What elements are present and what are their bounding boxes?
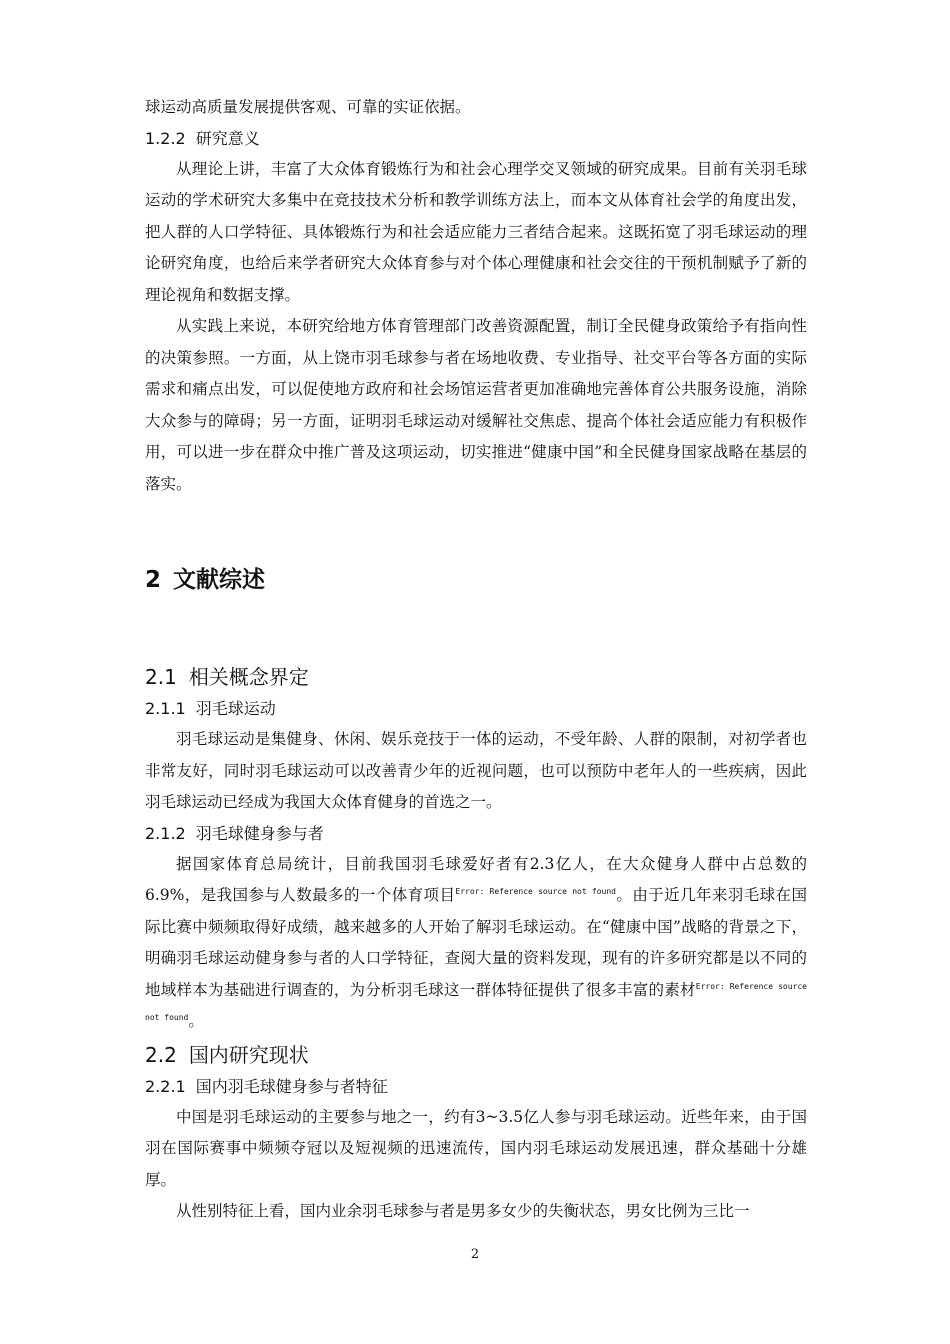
chapter-title: 文献综述 bbox=[173, 567, 266, 593]
heading-2-2 bbox=[145, 1038, 807, 1072]
heading-2-1-1 bbox=[145, 694, 807, 724]
chapter-number: 2 bbox=[145, 567, 162, 593]
heading-number: 2.1.1 bbox=[145, 699, 186, 718]
paragraph-continuation: 球运动高质量发展提供客观、可靠的实证依据。 bbox=[145, 98, 471, 116]
heading-1-2-2 bbox=[145, 124, 807, 154]
paragraph-gender: 从性别特征上看，国内业余羽毛球参与者是男多女少的失衡状态，男女比例为三比一 bbox=[176, 1202, 750, 1220]
heading-title: 国内羽毛球健身参与者特征 bbox=[195, 1076, 388, 1096]
heading-2-2-1 bbox=[145, 1072, 807, 1102]
heading-2-1 bbox=[145, 660, 807, 694]
paragraph-badminton-definition: 羽毛球运动是集健身、休闲、娱乐竞技于一体的运动，不受年龄、人群的限制，对初学者也非常友好，同时羽毛球运动可以改善青少年的近视问题，也可以预防中老年人的一些疾病，因此羽毛球运动已经成为我国大众体育健身的首选之一。 bbox=[145, 730, 807, 811]
heading-title: 研究意义 bbox=[195, 128, 260, 148]
paragraph-practice: 从实践上来说，本研究给地方体育管理部门改善资源配置，制订全民健身政策给予有指向性的决策参照。一方面，从上饶市羽毛球参与者在场地收费、专业指导、社交平台等各方面的实际需求和痛点出发，可以促使地方政府和社会场馆运营者更加准确地完善体育公共服务设施，消除大众参与的障碍；另一方面，证明羽毛球运动对缓解社交焦虑、提高个体社会适应能力有积极作用，可以进一步在群众中推广普及这项运动，切实推进“健康中国”和全民健身国家战略在基层的落实。 bbox=[145, 317, 807, 493]
heading-number: 2.1 bbox=[145, 665, 177, 689]
heading-title: 国内研究现状 bbox=[188, 1042, 309, 1067]
heading-2-1-2 bbox=[145, 819, 807, 849]
paragraph-text: 。由于近几年来羽毛球在国际比赛中频频取得好成绩，越来越多的人开始了解羽毛球运动。在“健康中国”战略的背景之下，明确羽毛球运动健身参与者的人口学特征，查阅大量的资料发现，现有的许多研究都是以不同的地域样本为基础进行调查的，为分析羽毛球这一群体特征提供了很多丰富的素材 bbox=[145, 886, 807, 999]
paragraph-text: 。 bbox=[188, 1012, 204, 1030]
heading-number: 2.1.2 bbox=[145, 823, 186, 843]
heading-title: 羽毛球健身参与者 bbox=[195, 823, 324, 843]
paragraph-text: 据国家体育总局统计，目前我国羽毛球爱好者有2.3亿人，在大众健身人群中占总数的6.9%，是我国参与人数最多的一个体育项目 bbox=[145, 854, 807, 904]
heading-number: 2.2.1 bbox=[145, 1076, 186, 1096]
paragraph-theory: 从理论上讲，丰富了大众体育锻炼行为和社会心理学交叉领域的研究成果。目前有关羽毛球运动的学术研究大多集中在竞技技术分析和教学训练方法上，而本文从体育社会学的角度出发，把人群的人口学特征、具体锻炼行为和社会适应能力三者结合起来。这既拓宽了羽毛球运动的理论研究角度，也给后来学者研究大众体育参与对个体心理健康和社会交往的干预机制赋予了新的理论视角和数据支撑。 bbox=[145, 159, 807, 304]
chapter-heading-2 bbox=[145, 560, 807, 600]
heading-title: 羽毛球运动 bbox=[195, 699, 276, 718]
heading-title: 相关概念界定 bbox=[188, 665, 309, 689]
paragraph-domestic-overview: 中国是羽毛球运动的主要参与地之一，约有3~3.5亿人参与羽毛球运动。近些年来，由于国羽在国际赛事中频频夺冠以及短视频的迅速流传，国内羽毛球运动发展迅速，群众基础十分雄厚。 bbox=[145, 1107, 807, 1189]
page-content bbox=[145, 92, 807, 1228]
heading-number: 2.2 bbox=[145, 1042, 177, 1067]
page-number: 2 bbox=[470, 1247, 480, 1262]
reference-error: Error: Reference source not found bbox=[455, 886, 616, 896]
paragraph-participants bbox=[145, 849, 807, 1038]
heading-number: 1.2.2 bbox=[145, 128, 186, 148]
reference-error: Error: Reference source not found bbox=[145, 981, 807, 1022]
